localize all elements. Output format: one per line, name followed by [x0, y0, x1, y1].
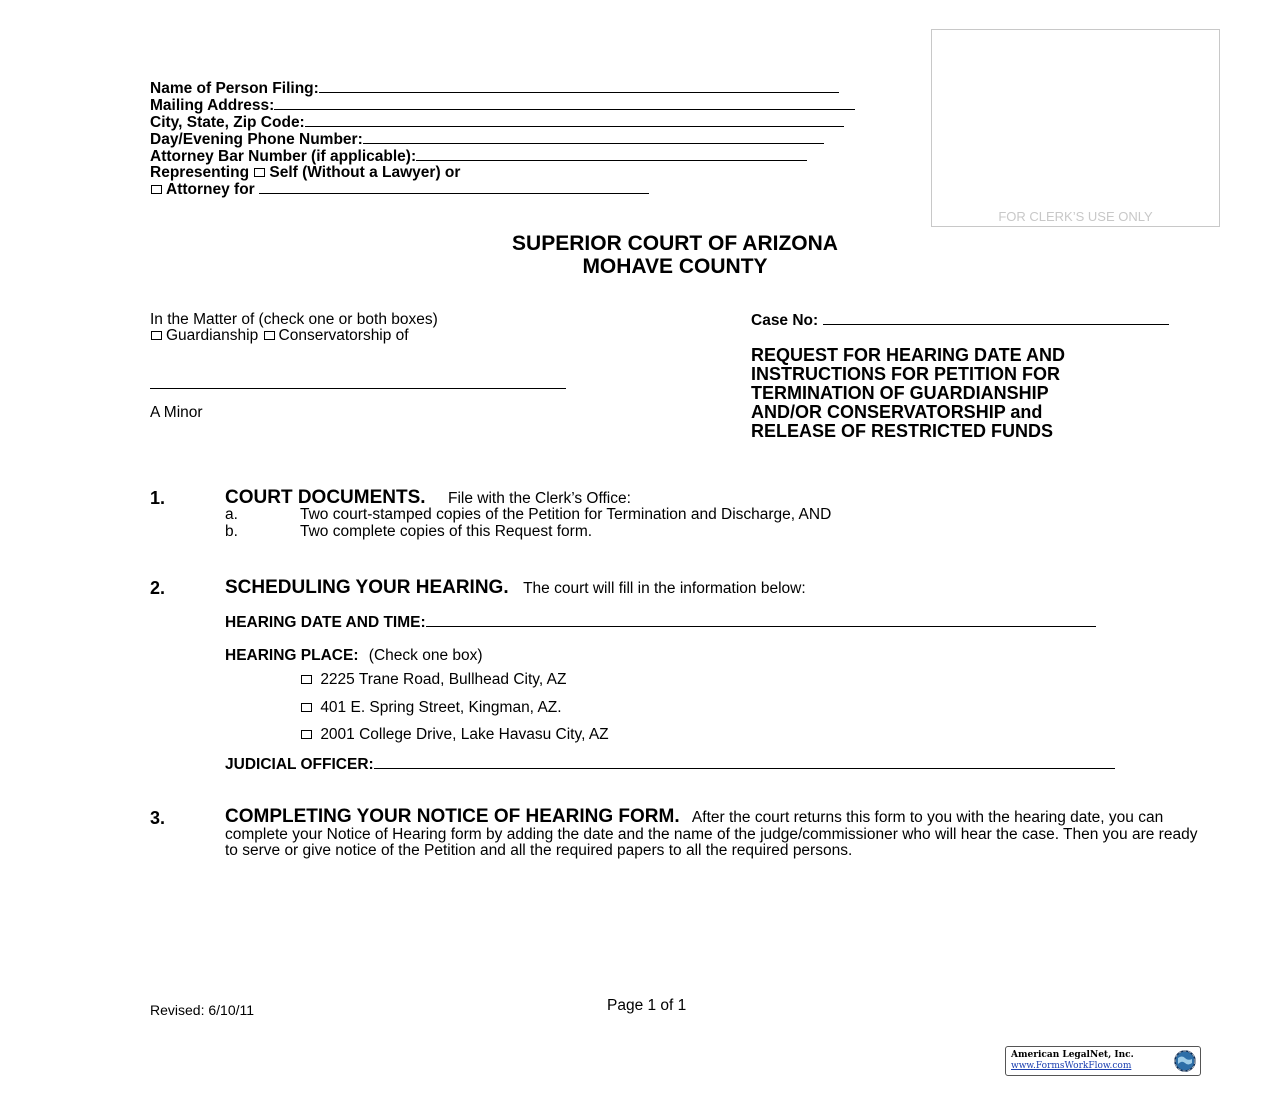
globe-icon — [1173, 1049, 1197, 1073]
logo-name: American LegalNet, Inc. — [1011, 1050, 1134, 1060]
phone-line[interactable] — [363, 131, 824, 144]
page-number: Page 1 of 1 — [607, 997, 687, 1014]
matter-checkboxes: Guardianship Conservatorship of — [150, 328, 438, 344]
attorney-row: Attorney for — [150, 181, 855, 198]
clerk-use-box — [931, 29, 1220, 227]
hearing-place-row: HEARING PLACE: (Check one box) — [225, 647, 483, 664]
guardianship-checkbox[interactable] — [151, 331, 162, 340]
filer-header — [150, 80, 855, 198]
place-option-kingman[interactable]: 401 E. Spring Street, Kingman, AZ. — [300, 699, 562, 717]
list-item: a. Two court-stamped copies of the Petition for Termination and Discharge, AND — [225, 506, 832, 523]
conservatorship-checkbox[interactable] — [264, 331, 275, 340]
minor-label: A Minor — [150, 404, 203, 421]
county-name: MOHAVE COUNTY — [582, 255, 768, 278]
self-checkbox[interactable] — [254, 168, 265, 177]
logo-url[interactable]: www.FormsWorkFlow.com — [1011, 1061, 1132, 1071]
place-checkbox[interactable] — [301, 703, 312, 712]
name-field[interactable]: Name of Person Filing: — [150, 80, 855, 97]
section1-items — [225, 507, 831, 540]
place-checkbox[interactable] — [301, 675, 312, 684]
mailing-field[interactable]: Mailing Address: — [150, 97, 855, 114]
list-item: b. Two complete copies of this Request form. — [225, 522, 593, 540]
city-line[interactable] — [305, 114, 844, 127]
matter-block — [150, 312, 438, 344]
section1-heading-row: COURT DOCUMENTS. File with the Clerk’s Office: — [225, 487, 631, 508]
revised-date: Revised: 6/10/11 — [150, 1002, 255, 1018]
section2-heading-row: SCHEDULING YOUR HEARING. The court will fill in the information below: — [225, 577, 806, 598]
hearing-date-line[interactable] — [426, 614, 1096, 627]
section3-body: COMPLETING YOUR NOTICE OF HEARING FORM. After the court returns this form to you with the hearing date, you can complete your Notice of Hearing form by adding the date and the name of the judge/commissioner who will hear the case. Then you are ready to serve or give notice of the Petition and all the required papers to all the required persons. — [225, 806, 1198, 859]
clerk-use-label: FOR CLERK’S USE ONLY — [998, 209, 1153, 224]
city-field[interactable]: City, State, Zip Code: — [150, 114, 855, 131]
legalnet-logo — [1005, 1046, 1201, 1076]
form-title: REQUEST FOR HEARING DATE AND INSTRUCTIONS FOR PETITION FOR TERMINATION OF GUARDIANSHIP AND/OR CONSERVATORSHIP and RELEASE OF RESTRICTED FUNDS — [751, 345, 1066, 441]
bar-field[interactable]: Attorney Bar Number (if applicable): — [150, 148, 855, 165]
place-checkbox[interactable] — [301, 730, 312, 739]
mailing-line[interactable] — [274, 97, 855, 110]
attorney-checkbox[interactable] — [151, 185, 162, 194]
section3-number: 3. — [150, 808, 166, 828]
section2-number: 2. — [150, 578, 166, 598]
phone-field[interactable]: Day/Evening Phone Number: — [150, 131, 855, 148]
matter-intro: In the Matter of (check one or both boxes) — [150, 311, 438, 328]
section1-number: 1. — [150, 488, 166, 508]
place-option-bullhead[interactable]: 2225 Trane Road, Bullhead City, AZ — [300, 671, 566, 689]
court-name: SUPERIOR COURT OF ARIZONA — [512, 232, 838, 255]
hearing-date-field[interactable]: HEARING DATE AND TIME: — [225, 614, 1096, 632]
bar-line[interactable] — [416, 148, 807, 161]
judicial-officer-line[interactable] — [374, 756, 1115, 769]
judicial-officer-field[interactable]: JUDICIAL OFFICER: — [225, 756, 1115, 774]
attorney-line[interactable] — [259, 181, 649, 194]
representing-row: Representing Self (Without a Lawyer) or — [150, 164, 461, 181]
case-no-line[interactable] — [823, 312, 1169, 325]
place-option-havasu[interactable]: 2001 College Drive, Lake Havasu City, AZ — [300, 726, 609, 744]
name-line[interactable] — [319, 80, 839, 93]
minor-name-line[interactable] — [150, 388, 566, 389]
case-no-field[interactable]: Case No: — [751, 312, 1169, 330]
